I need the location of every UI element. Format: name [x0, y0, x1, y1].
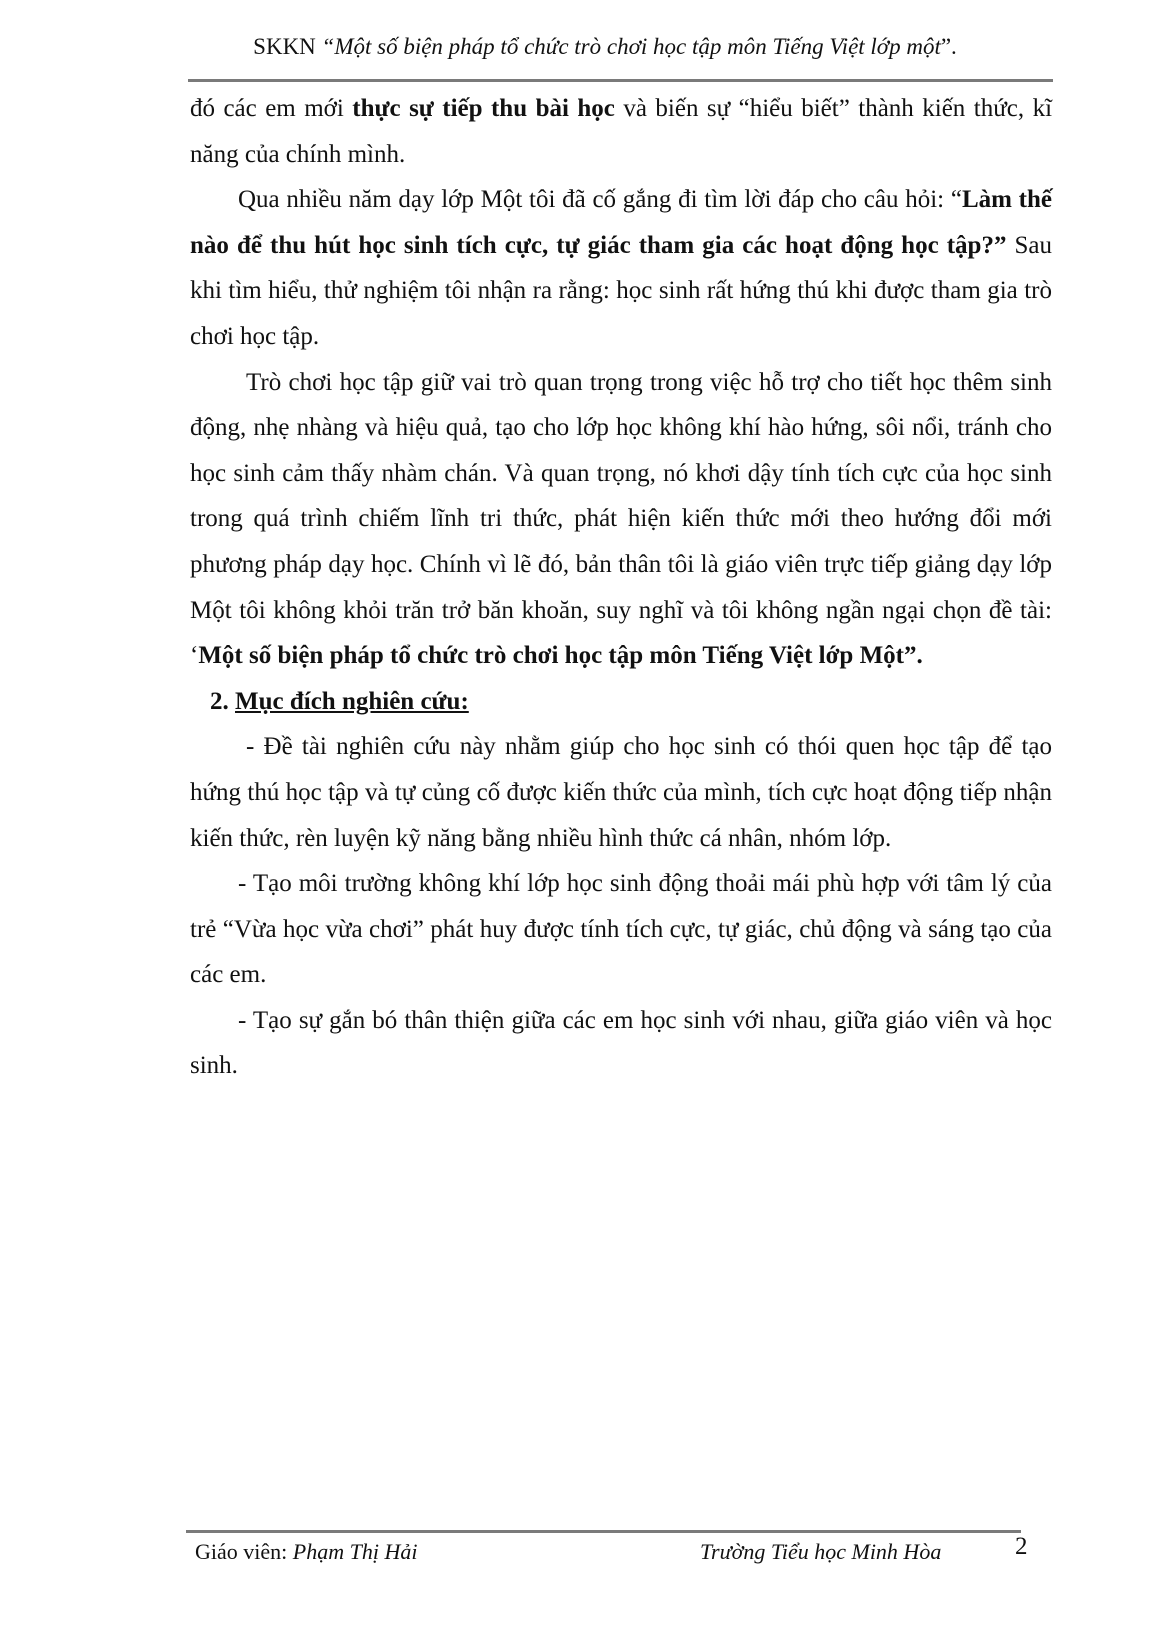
- section-title: Mục đích nghiên cứu:: [235, 687, 469, 715]
- paragraph-1: [190, 86, 1052, 177]
- section-heading: [190, 679, 1052, 725]
- header-prefix: SKKN: [253, 34, 322, 59]
- paragraph-3: [190, 360, 1052, 679]
- header-suffix: ”.: [940, 34, 957, 59]
- header-title: “Một số biện pháp tổ chức trò chơi học tập môn Tiếng Việt lớp một: [321, 34, 941, 59]
- page-number: 2: [1015, 1533, 1028, 1560]
- p3-bold: Một số biện pháp tổ chức trò chơi học tập môn Tiếng Việt lớp Một”.: [198, 642, 923, 670]
- teacher-name: Phạm Thị Hải: [292, 1539, 418, 1564]
- section-number: 2.: [210, 687, 235, 715]
- teacher-label: Giáo viên:: [195, 1539, 293, 1564]
- p1-text-c: và biến sự “hiểu biết” thành kiến thức, kĩ năng của chính mình.: [190, 95, 1053, 168]
- p2-text-c: Sau khi tìm hiểu, thử nghiệm tôi nhận ra rằng: học sinh rất hứng thú khi được tham gia trò chơi học tập.: [190, 231, 1052, 350]
- footer-divider: [186, 1530, 1021, 1533]
- p2-text-a: Qua nhiều năm dạy lớp Một tôi đã cố gắng đi tìm lời đáp cho câu hỏi: “: [238, 186, 962, 214]
- document-body: [190, 86, 1052, 1089]
- paragraph-2: [190, 177, 1052, 359]
- paragraph-5: - Tạo môi trường không khí lớp học sinh động thoải mái phù hợp với tâm lý của trẻ “Vừa học vừa chơi” phát huy được tính tích cực, tự giác, chủ động và sáng tạo của các em.: [190, 870, 1052, 989]
- p1-text-a: đó các em mới: [190, 95, 353, 122]
- p3-text-a: Trò chơi học tập giữ vai trò quan trọng trong việc hỗ trợ cho tiết học thêm sinh động, nhẹ nhàng và hiệu quả, tạo cho lớp học không khí hào hứng, sôi nổi, tránh cho học sinh cảm thấy nhàm chán. Và quan trọng, nó khơi dậy tính tích cực của học sinh trong quá trình chiếm lĩnh tri thức, phát hiện kiến thức mới theo hướng đổi mới phương pháp dạy học. Chính vì lẽ đó, bản thân tôi là giáo viên trực tiếp giảng dạy lớp Một tôi không khỏi trăn trở băn khoăn, suy nghĩ và tôi không ngần ngại chọn đề tài: ‘: [190, 368, 1052, 670]
- header-divider: [188, 79, 1053, 82]
- paragraph-4: - Đề tài nghiên cứu này nhằm giúp cho học sinh có thói quen học tập để tạo hứng thú học tập và tự củng cố được kiến thức của mình, tích cực hoạt động tiếp nhận kiến thức, rèn luyện kỹ năng bằng nhiều hình thức cá nhân, nhóm lớp.: [190, 733, 1052, 852]
- p1-bold: thực sự tiếp thu bài học: [352, 95, 615, 122]
- paragraph-6: - Tạo sự gắn bó thân thiện giữa các em học sinh với nhau, giữa giáo viên và học sinh.: [190, 1006, 1052, 1080]
- page-header: [190, 34, 1020, 60]
- footer-school: Trường Tiểu học Minh Hòa: [700, 1539, 942, 1564]
- p2-bold: Làm thế nào để thu hút học sinh tích cực, tự giác tham gia các hoạt động học tập?”: [190, 186, 1053, 259]
- footer-teacher: [195, 1539, 417, 1565]
